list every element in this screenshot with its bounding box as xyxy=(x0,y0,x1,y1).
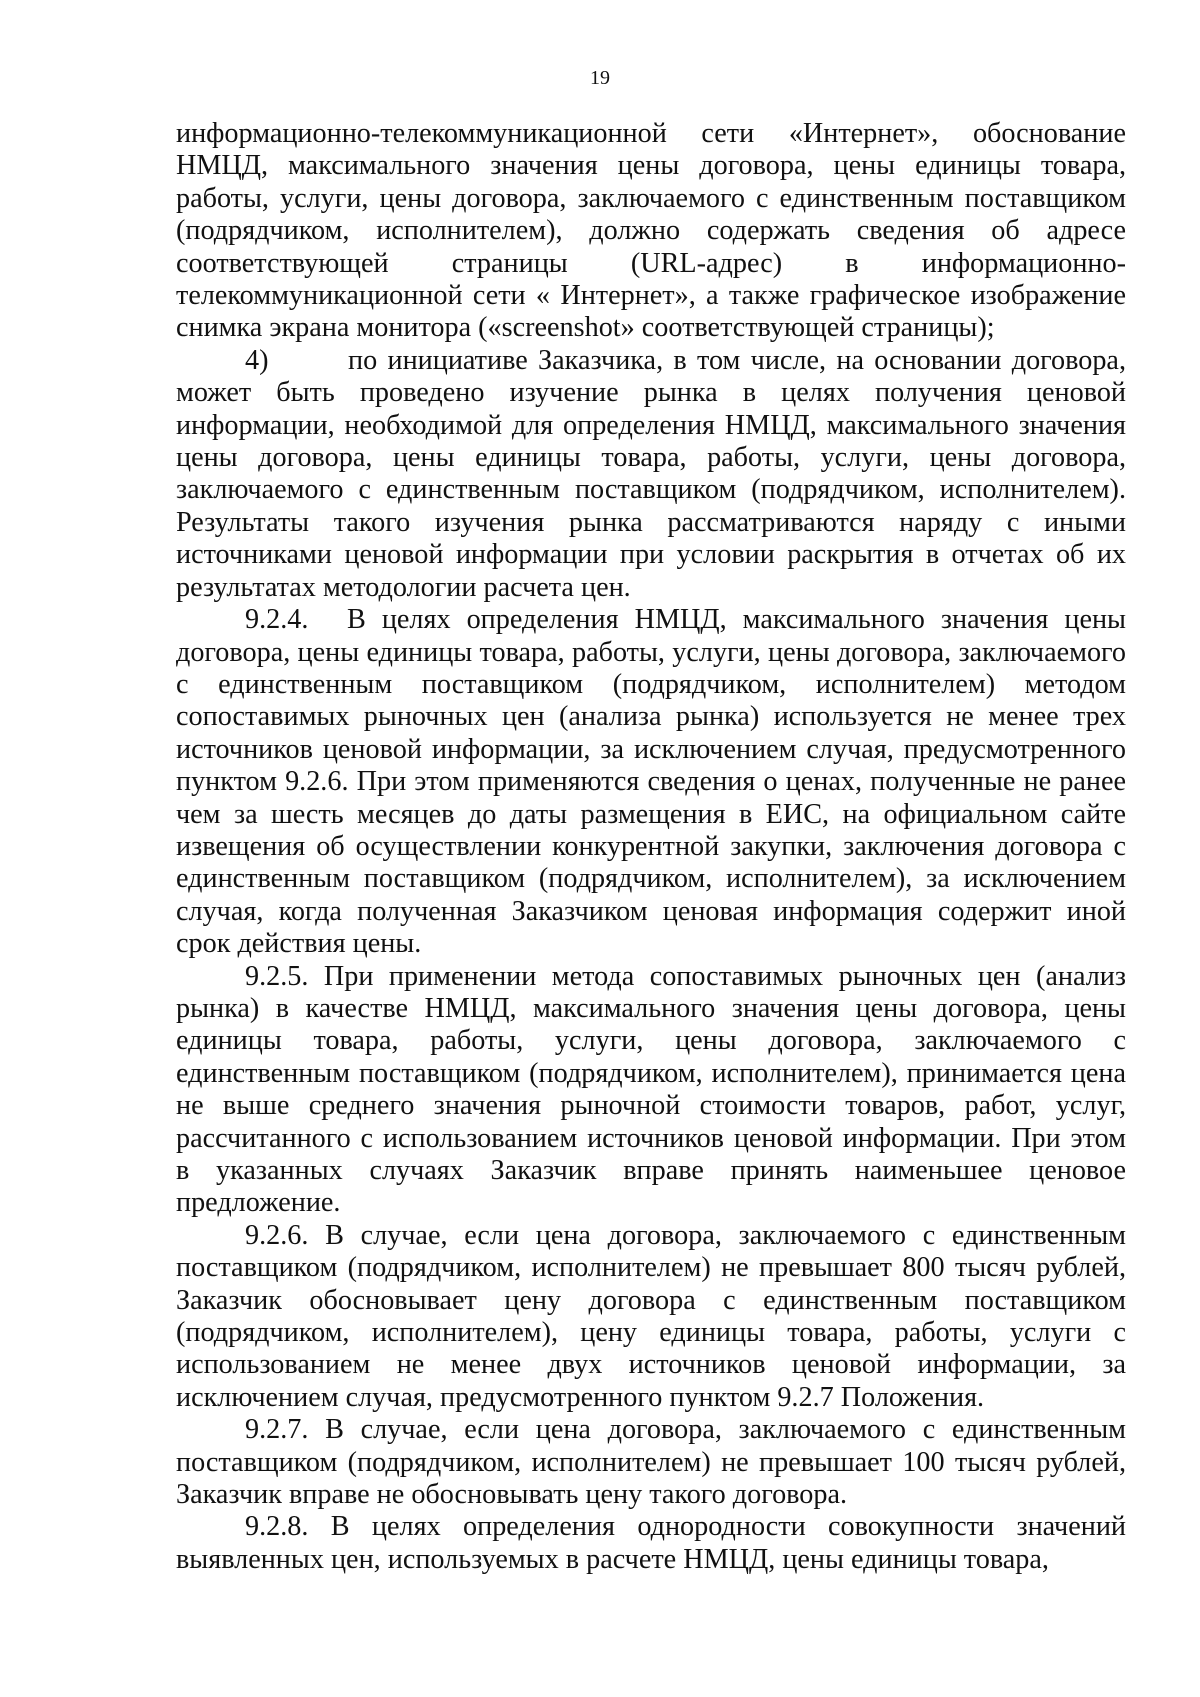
paragraph-9-2-7: 9.2.7. В случае, если цена договора, заключаемого с единственным поставщиком (подрядчиком, исполнителем) не превышает 100 тысяч рублей, Заказчик вправе не обосновывать цену такого договора. xyxy=(176,1414,1126,1511)
paragraph-9-2-4 xyxy=(176,604,1126,960)
document-body xyxy=(176,118,1126,1576)
paragraph-9-2-6: 9.2.6. В случае, если цена договора, заключаемого с единственным поставщиком (подрядчиком, исполнителем) не превышает 800 тысяч рублей, Заказчик обосновывает цену договора с единственным поставщиком (подрядчиком, исполнителем), цену единицы товара, работы, услуги с использованием не менее двух источников ценовой информации, за исключением случая, предусмотренного пунктом 9.2.7 Положения. xyxy=(176,1219,1126,1413)
paragraph-9-2-8: 9.2.8. В целях определения однородности совокупности значений выявленных цен, используемых в расчете НМЦД, цены единицы товара, xyxy=(176,1511,1126,1575)
clause-text: В целях определения НМЦД, максимального значения цены договора, цены единицы товара, работы, услуги, цены договора, заключаемого с единственным поставщиком (подрядчиком, исполнителем) методом сопоставимых рыночных цен (анализа рынка) используется не менее трех источников ценовой информации, за исключением случая, предусмотренного пунктом 9.2.6. При этом применяются сведения о ценах, полученные не ранее чем за шесть месяцев до даты размещения в ЕИС, на официальном сайте извещения об осуществлении конкурентной закупки, заключения договора с единственным поставщиком (подрядчиком, исполнителем), за исключением случая, когда полученная Заказчиком ценовая информация содержит иной срок действия цены. xyxy=(176,604,1126,960)
paragraph-9-2-5: 9.2.5. При применении метода сопоставимых рыночных цен (анализ рынка) в качестве НМЦД, максимального значения цены договора, цены единицы товара, работы, услуги, цены договора, заключаемого с единственным поставщиком (подрядчиком, исполнителем), принимается цена не выше среднего значения рыночной стоимости товаров, работ, услуг, рассчитанного с использованием источников ценовой информации. При этом в указанных случаях Заказчик вправе принять наименьшее ценовое предложение. xyxy=(176,960,1126,1219)
paragraph-continuation: информационно-телекоммуникационной сети «Интернет», обоснование НМЦД, максимального значения цены договора, цены единицы товара, работы, услуги, цены договора, заключаемого с единственным поставщиком (подрядчиком, исполнителем), должно содержать сведения об адресе соответствующей страницы (URL-адрес) в информационно-телекоммуникационной сети « Интернет», а также графическое изображение снимка экрана монитора («screenshot» соответствующей страницы); xyxy=(176,118,1126,344)
page-number: 19 xyxy=(590,67,610,89)
item-text: по инициативе Заказчика, в том числе, на основании договора, может быть проведено изучение рынка в целях получения ценовой информации, необходимой для определения НМЦД, максимального значения цены договора, цены единицы товара, работы, услуги, цены договора, заключаемого с единственным поставщиком (подрядчиком, исполнителем). Результаты такого изучения рынка рассматриваются наряду с иными источниками ценовой информации при условии раскрытия в отчетах об их результатах методологии расчета цен. xyxy=(176,344,1126,603)
paragraph-item-4 xyxy=(176,345,1126,604)
clause-number: 9.2.4. xyxy=(245,604,309,636)
item-number: 4) xyxy=(245,344,269,376)
